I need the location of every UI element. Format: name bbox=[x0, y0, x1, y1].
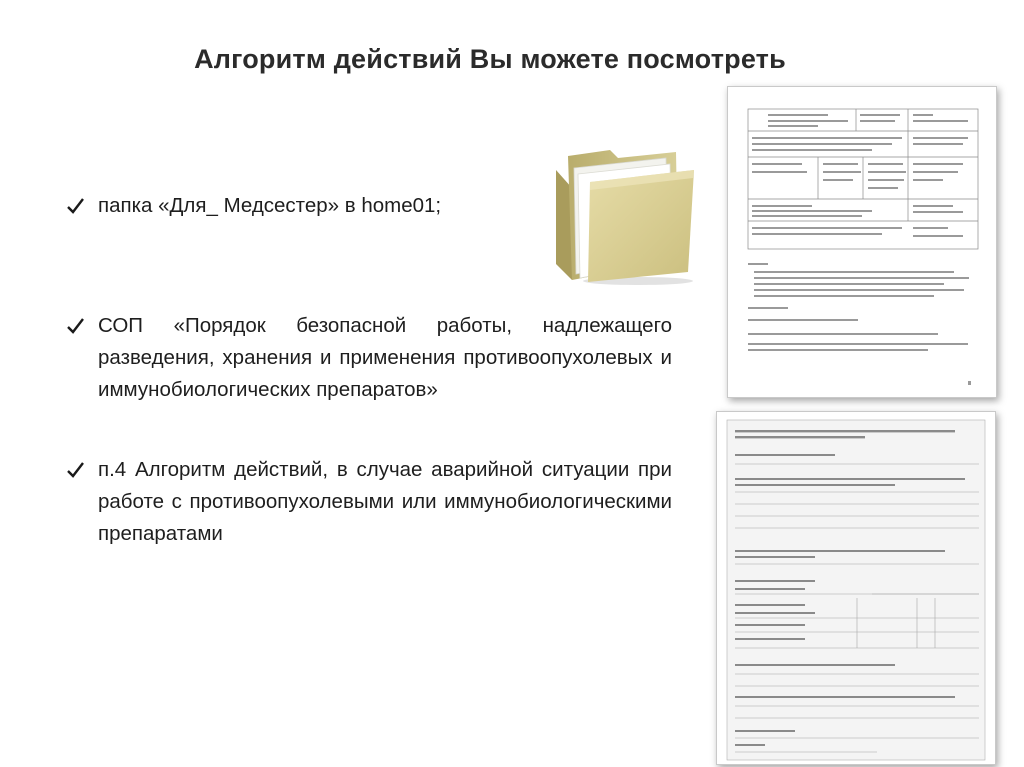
bullet-text: папка «Для_ Медсестер» в home01; bbox=[98, 194, 442, 217]
document-thumbnail bbox=[716, 411, 996, 765]
check-icon bbox=[66, 310, 86, 340]
folder-icon bbox=[548, 148, 696, 286]
bullet-item bbox=[66, 454, 672, 550]
document-thumbnail bbox=[727, 86, 997, 398]
document-form-graphic bbox=[728, 87, 996, 397]
page-title: Алгоритм действий Вы можете посмотреть bbox=[194, 44, 786, 74]
document-form-graphic bbox=[717, 412, 995, 764]
check-icon bbox=[66, 190, 86, 220]
bullet-text: п.4 Алгоритм действий, в случае аварийной ситуации при работе с противоопухолевыми или иммунобиологическими препаратами bbox=[98, 458, 672, 545]
check-icon bbox=[66, 454, 86, 484]
bullet-item bbox=[66, 310, 672, 406]
bullet-text: СОП «Порядок безопасной работы, надлежащего разведения, хранения и применения противоопухолевых и иммунобиологических препаратов» bbox=[98, 314, 672, 401]
